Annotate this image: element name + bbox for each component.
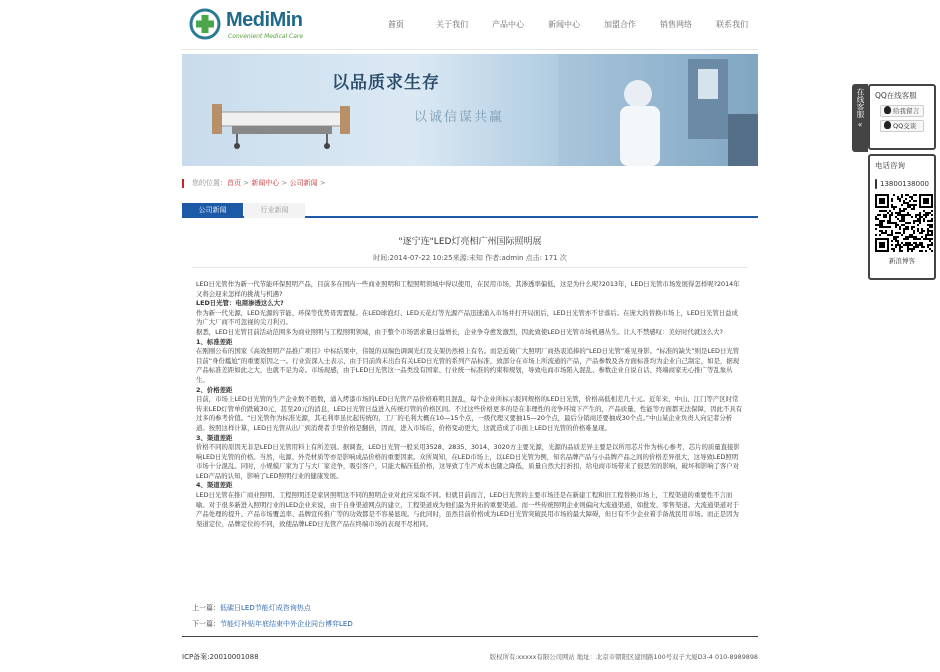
news-tabs <box>182 203 758 218</box>
breadcrumb-marker <box>182 179 184 188</box>
site-header <box>182 0 758 50</box>
tel-number: 13800138000 <box>875 179 929 189</box>
article <box>182 218 758 636</box>
main-nav <box>368 0 760 50</box>
prev-label: 上一篇： <box>192 604 220 612</box>
nav-home[interactable]: 首页 <box>388 20 404 29</box>
article-subheading: LED日光管：电商渗透这么大? <box>196 299 284 308</box>
breadcrumb-company-news[interactable]: 公司新闻 <box>289 179 318 187</box>
article-divider <box>192 267 748 268</box>
nav-contact[interactable]: 联系我们 <box>716 20 748 29</box>
article-subheading: 4、渠道差距 <box>196 481 233 490</box>
nav-sales[interactable]: 销售网络 <box>660 20 692 29</box>
article-paragraph: 在刚刚公布的国家《高效照明产品推广项目》中标结果中，伟锐的双端色调调光灯及支架仍然榜上有名。而是近破广大照明厂商热衷追捧的“LED日光管”难见身影。“标准的缺失”则是LED日光管目前“身份尴尬”的重要原因之一。行业资深人士表示，由于目前尚未出台有关LED日光管的系列产品标准，致部分在市场上所流通的产品，产品参数及各方面标准均为企业自己制定，如是，据现产品标准差距如此之大，也就不足为奇。市场现感，由于LED日光管这一品类没有国家、行业统一标准的约束和规划，导致电商市场陷入混乱、参数企业自说自话、终端商家无心推广等乱象丛生。 <box>196 347 740 384</box>
banner-slogan-primary: 以品质求生存 <box>332 73 440 93</box>
article-paragraph: 价格不同的原因无非是LED日光管用料上有所差别。据调查，LED日光管一般采用3528、2835、3014、3020方主要光源，光源的品质差异主要是以所用芯片作为核心参考，芯片的质量直接影响LED日光管的价格。当然，电源、外壳材质等亦是影响成品价格的重要因素。众所周知，在LED市场上，以LED日光管为例，知名品牌产品与小品牌产品之间的价格差异很大，这导致LED照明市场十分混乱。同时，小规模厂家为了与大厂家竞争，吸引客户，只能大幅压低价格，这导致了生产成本也随之降低，质量自然大打折扣，给电商市场带来了很恶劣的影响，破坏和影响了客户对LED产品的认知，影响了LED照明行业的健康发展。 <box>196 443 740 480</box>
qq-title: QQ在线客服 <box>875 91 917 100</box>
footer-divider <box>182 636 758 637</box>
article-subheading: 1、标准差距 <box>196 337 233 346</box>
qq-penguin-icon <box>884 106 891 114</box>
next-label: 下一篇： <box>192 620 220 628</box>
leave-message-button[interactable]: 给我留言 <box>880 105 924 117</box>
nav-about[interactable]: 关于我们 <box>436 20 468 29</box>
article-paragraph: LED日光管在推广商业照明、工程照明还是家居照明这不同的照明企业对此应采取不同。但就目前而言，LED日光管的主要市场还是在新建工程和旧工程替换市场上，工程渠道的重要性不言而喻。对于很多新进入照明行业的LED企业来说，由于自身渠道网点的建立，工程渠道成为他们最为开拓的重要渠道。而一些传统照明企业则偏向大流通渠道，如批发、零售渠道。大流通渠道对于产品处理的提升、产品市场覆盖率、品牌宣传推广等的功效都是不容易显现。与此同时，虽然目前价格成为LED日光管突破民用市场的最大障碍，但日有不少企业着手备战民用市场。而正是因为渠道定位、品牌定位的不同，致使品牌LED日光管产品在终端市场的表现不尽相同。 <box>196 491 739 528</box>
hero-banner <box>182 54 758 166</box>
breadcrumb-home[interactable]: 首页 <box>227 179 241 187</box>
qr-caption: 新浪博客 <box>889 257 915 265</box>
banner-slogan-secondary: 以诚信谋共赢 <box>414 110 505 125</box>
laboratory-illustration <box>558 54 758 166</box>
phone-consult-box <box>868 154 936 280</box>
article-meta: 时间:2014-07-22 10:25来源:未知 作者:admin 点击: 171 次 <box>373 254 567 262</box>
tel-title: 电话咨询 <box>875 161 905 170</box>
medical-cross-icon <box>188 7 222 41</box>
nav-news[interactable]: 新闻中心 <box>548 20 580 29</box>
brand-logo[interactable] <box>188 7 308 43</box>
nav-products[interactable]: 产品中心 <box>492 20 524 29</box>
article-paragraph: 据悉，LED日光管目前活动范围多为商业照明与工程照明领域，由于整个市场需求量日益增长，企业争夺愈发激烈，因此致使LED日光管市场机遇丛生。让人不禁感叹：美好时代就这么大? <box>196 327 723 336</box>
qq-service-box <box>868 84 936 150</box>
online-service-panel <box>868 84 936 284</box>
footer-copyright: 版权所有:xxxxx有限公司网站 地址：北京市朝阳区建国路100号双子大厦D3-4 010-8989898 <box>489 653 758 661</box>
article-title: "逐宁连"LED灯亮相广州国际照明展 <box>398 237 542 247</box>
qq-penguin-icon <box>884 121 891 129</box>
nav-join[interactable]: 加盟合作 <box>604 20 636 29</box>
prev-article-link[interactable]: 低碳日LED节能灯成咨询热点 <box>220 604 311 612</box>
footer-icp: ICP备案:20010001088 <box>182 653 259 661</box>
collapse-icon: « <box>857 120 863 129</box>
article-subheading: 3、渠道差距 <box>196 433 233 442</box>
tab-company-news[interactable]: 公司新闻 <box>182 203 243 218</box>
article-paragraph: LED日光管作为新一代节能环保照明产品，目前多在国内一些商业照明和工程照明领域中得以使用，在民用市场，其渗透率偏低，这是为什么呢?2013年，LED日光管市场发展得怎样呢?2014年又将会迎来怎样的挑战与机遇? <box>196 280 740 298</box>
article-paragraph: 作为新一代光源，LED光源的节能、环保等优势毋需置疑。在LED球泡灯、LED天花灯等光源产品迅速涌入市场并打开局面后，LED日光管亦不甘落后。在庞大的替换市场上，LED日光管日益成为广大厂商不可忽视的尖刀利刃。 <box>196 308 738 327</box>
article-body <box>196 280 744 529</box>
breadcrumb: 您的位置： 首页 > 新闻中心 > 公司新闻 > <box>182 178 326 188</box>
brand-name: MediMin <box>226 9 303 31</box>
online-service-tab[interactable] <box>852 84 868 152</box>
online-service-tab-label: 在线客服 <box>856 88 865 118</box>
qr-code-icon[interactable] <box>875 194 933 252</box>
hospital-bed-illustration <box>212 104 352 149</box>
article-paragraph: 目前，市场上LED日光管的生产企业数不胜数，涌入烤漆市场的LED日光管产品价格难明且混乱，每个企业所标示报同规格的LED日光管，价格高低相差几十元。近年来，中山、江门等产区时常传来LED灯管单价跌破30元，甚至20元的消息，LED日光管日益进入传统灯管的价格区间。不过这些价格更多的是在非理性的竞争环境下产生的，产品质量、性能等方面都无法保障，因此不具有过多的参考价值。“日光管作为标准光源，其毛利率虽比起传统的，工厂的毛利大概在10—15个点，一级代理又要抽15—20个点，最后分销商还要抽成30个点。”中山某企业负责人向记者分析道。按照这样计算，LED日光管从出厂到消费者手里价格是翻倍，因而，进入市场后，价格变动更大，这就造成了市面上LED日光管的价格难显现。 <box>196 395 743 432</box>
breadcrumb-label: 您的位置： <box>192 179 227 187</box>
breadcrumb-news[interactable]: 新闻中心 <box>251 179 280 187</box>
brand-tagline: Convenient Medical Care <box>228 33 304 40</box>
qq-chat-button[interactable]: QQ交谈 <box>880 120 924 132</box>
article-subheading: 2、价格差距 <box>196 385 233 394</box>
article-pagination <box>192 600 353 632</box>
phone-icon <box>875 179 877 189</box>
next-article-link[interactable]: 节能灯补贴年底结束中外企业同台博弈LED <box>220 620 353 628</box>
tab-industry-news[interactable]: 行业新闻 <box>244 203 305 218</box>
